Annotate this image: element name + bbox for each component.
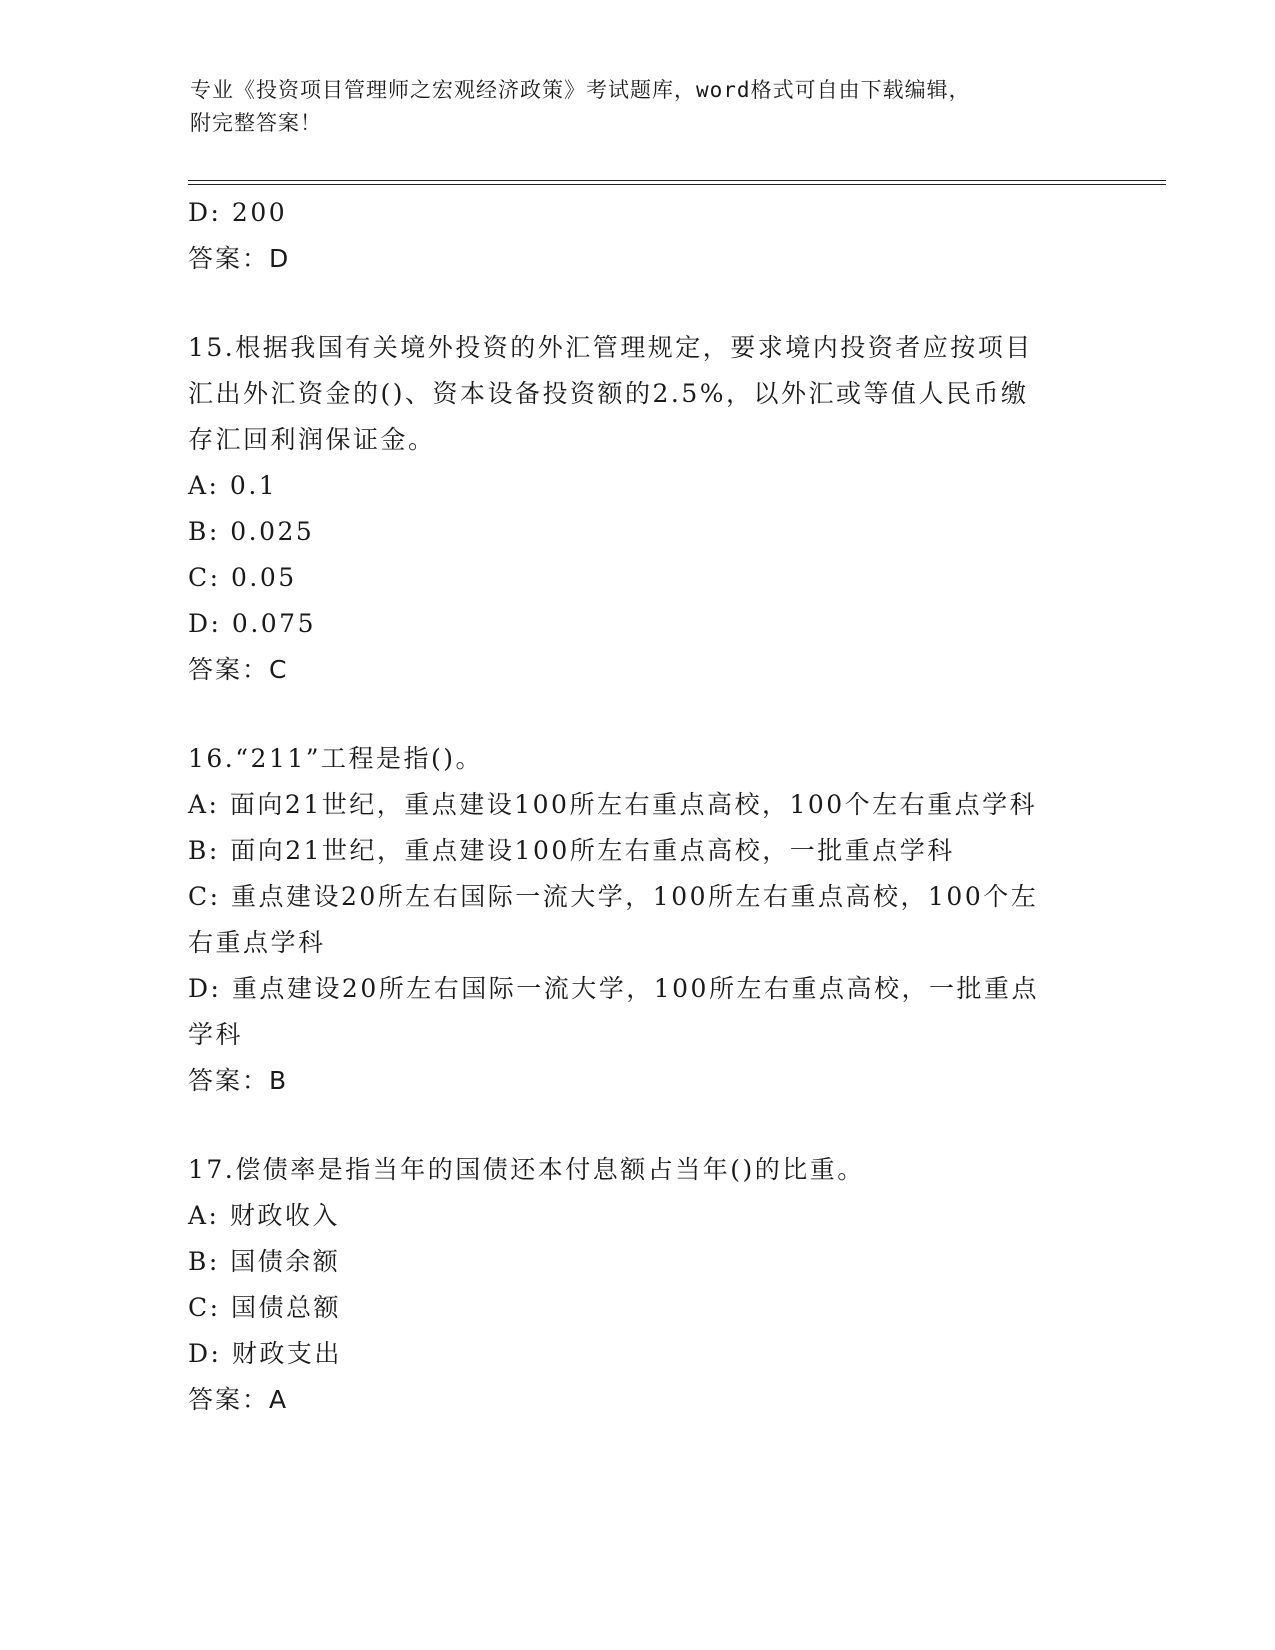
header-line-1: 专业《投资项目管理师之宏观经济政策》考试题库，word格式可自由下载编辑， (190, 78, 971, 102)
question-stem-line: 15.根据我国有关境外投资的外汇管理规定，要求境内投资者应按项目 (188, 333, 1033, 362)
page-header (190, 74, 1090, 140)
answer: 答案：B (188, 1066, 289, 1095)
option-c: C: 重点建设20所左右国际一流大学，100所左右重点高校，100个左 (188, 882, 1039, 911)
answer: 答案：A (188, 1385, 289, 1414)
answer: 答案：D (188, 244, 291, 273)
option-a: A: 财政收入 (188, 1201, 340, 1230)
question-15 (188, 325, 1088, 693)
previous-question-tail (188, 190, 1088, 282)
option-c-continued: 右重点学科 (188, 928, 326, 957)
option-d: D: 重点建设20所左右国际一流大学，100所左右重点高校，一批重点 (188, 974, 1039, 1003)
option-d: D: 财政支出 (188, 1339, 342, 1368)
option-c: C: 0.05 (188, 563, 297, 592)
option-d-continued: 学科 (188, 1020, 244, 1049)
option-b: B: 面向21世纪，重点建设100所左右重点高校，一批重点学科 (188, 836, 955, 865)
question-list (188, 190, 1088, 1423)
option-c: C: 国债总额 (188, 1293, 341, 1322)
question-stem: 17.偿债率是指当年的国债还本付息额占当年()的比重。 (188, 1155, 865, 1184)
option-b: B: 0.025 (188, 517, 315, 546)
question-stem-line: 汇出外汇资金的()、资本设备投资额的2.5%，以外汇或等值人民币缴 (188, 379, 1029, 408)
question-16 (188, 736, 1088, 1104)
option-b: B: 国债余额 (188, 1247, 341, 1276)
header-line-2: 附完整答案！ (190, 111, 322, 135)
header-divider-top (188, 180, 1166, 181)
header-divider-bottom (188, 184, 1166, 185)
answer: 答案：C (188, 655, 289, 684)
option-a: A: 0.1 (188, 471, 278, 500)
question-17 (188, 1147, 1088, 1423)
option-a: A: 面向21世纪，重点建设100所左右重点高校，100个左右重点学科 (188, 790, 1038, 819)
option-d: D: 0.075 (188, 609, 316, 638)
question-stem: 16.“211”工程是指()。 (188, 744, 484, 773)
question-stem-line: 存汇回利润保证金。 (188, 425, 436, 454)
option-d: D: 200 (188, 198, 288, 227)
